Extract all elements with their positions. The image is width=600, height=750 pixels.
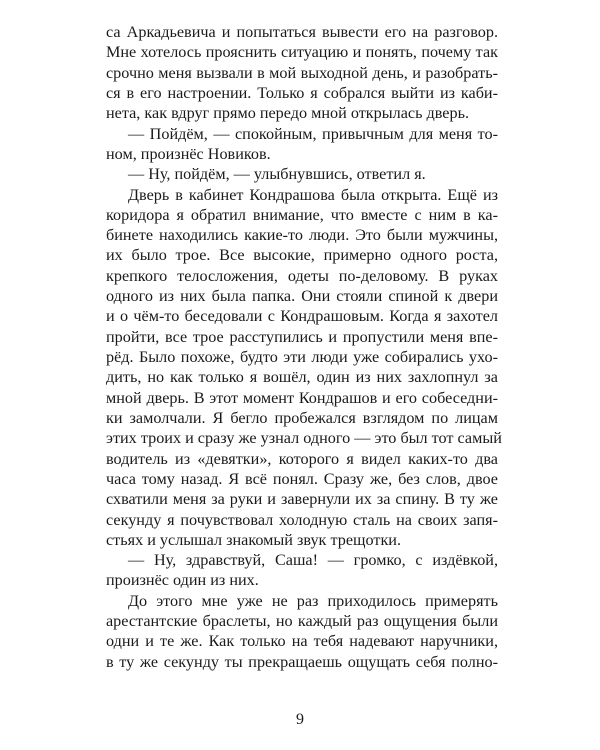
text-line: схватили меня за руки и завернули их за спину. В ту же: [106, 490, 498, 509]
text-line: произнёс один из них.: [106, 571, 259, 590]
text-line: ном, произнёс Новиков.: [106, 144, 271, 163]
text-line: одни и те же. Как только на тебя надевают наручники,: [106, 632, 498, 651]
text-line: бинете находились какие-то люди. Это были мужчины,: [106, 226, 498, 245]
text-line: коридора я обратил внимание, что вместе с ним в ка-: [106, 205, 498, 224]
text-line: водитель из «девятки», которого я видел каких-то два: [106, 449, 498, 468]
text-line: — Ну, здравствуй, Саша! — громко, с издёвкой,: [128, 551, 498, 570]
text-line: одного из них была папка. Они стояли спиной к двери: [106, 287, 498, 306]
text-line: пройти, все трое расступились и пропустили меня впе-: [106, 327, 498, 346]
text-line: часа тому назад. Я всё понял. Сразу же, без слов, двое: [106, 469, 498, 488]
text-line: Дверь в кабинет Кондрашова была открыта. Ещё из: [128, 185, 498, 204]
text-line: ся в его настроении. Только я собрался выйти из каби-: [106, 83, 498, 102]
text-line: срочно меня вызвали в мой выходной день, и разобрать-: [106, 63, 498, 82]
text-line: стьях и услышал знакомый звук трещотки.: [106, 530, 402, 549]
text-line: ки замолчали. Я бегло пробежался взглядом по лицам: [106, 408, 498, 427]
text-line: секунду я почувствовал холодную сталь на своих запя-: [106, 510, 498, 529]
body-text: [106, 22, 502, 672]
text-line: в ту же секунду ты прекращаешь ощущать себя полно-: [106, 652, 498, 671]
text-line: — Пойдём, — спокойным, привычным для меня то-: [128, 124, 498, 143]
text-line: дить, но как только я вошёл, один из них захлопнул за: [106, 368, 498, 387]
text-line: их было трое. Все высокие, примерно одного роста,: [106, 246, 498, 265]
text-line: этих троих и сразу же узнал одного — это был тот самый: [106, 429, 502, 448]
text-line: — Ну, пойдём, — улыбнувшись, ответил я.: [128, 165, 426, 184]
text-line: Мне хотелось прояснить ситуацию и понять, почему так: [106, 43, 498, 62]
text-line: мной дверь. В этот момент Кондрашов и его собеседни-: [106, 388, 498, 407]
page-number: 9: [296, 711, 304, 728]
text-line: арестантские браслеты, но каждый раз ощущения были: [106, 612, 498, 631]
text-line: рёд. Было похоже, будто эти люди уже собирались ухо-: [106, 348, 498, 366]
text-line: нета, как вдруг прямо передо мной открылась дверь.: [106, 104, 469, 123]
text-line: са Аркадьевича и попытаться вывести его на разговор.: [106, 23, 498, 41]
text-line: и о чём-то беседовали с Кондрашовым. Когда я захотел: [106, 307, 498, 326]
text-line: крепкого телосложения, одеты по-деловому. В руках: [106, 266, 498, 285]
text-line: До этого мне уже не раз приходилось примерять: [128, 591, 498, 610]
